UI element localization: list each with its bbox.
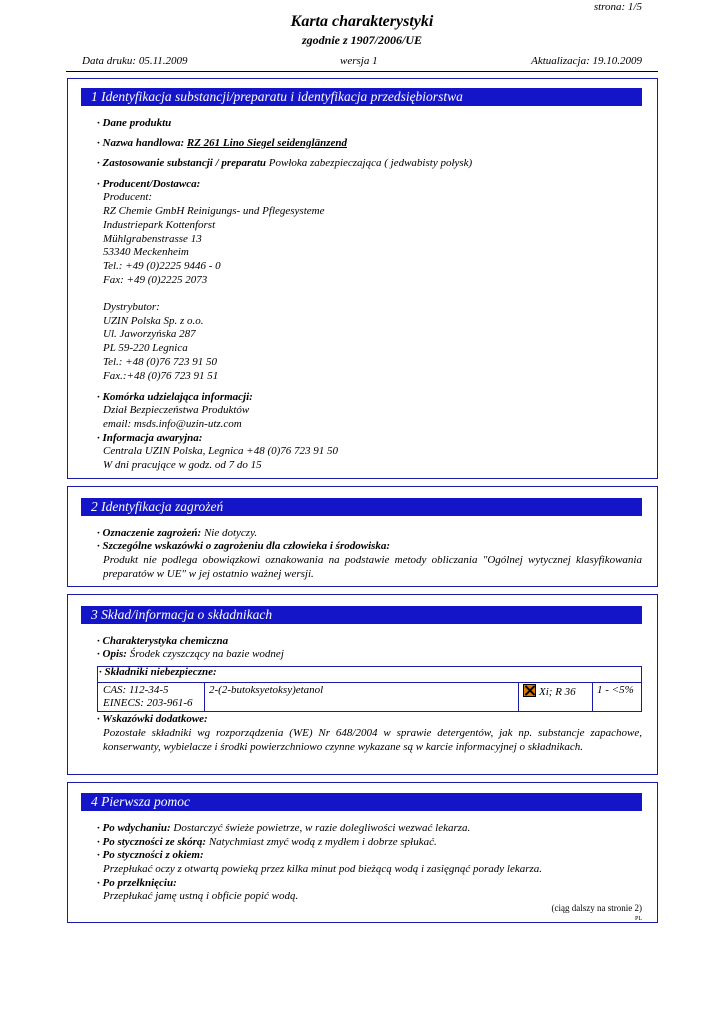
producer-line: Mühlgrabenstrasse 13 (103, 233, 202, 245)
first-aid-skin: · Po styczności ze skórą: Natychmiast zmyć wodą z mydłem i dobrze spłukać. (97, 836, 437, 848)
producer-line: Industriepark Kottenforst (103, 219, 216, 231)
section-1-title: 1 Identyfikacja substancji/preparatu i identyfikacja przedsiębiorstwa (81, 88, 642, 106)
producer-line: Tel.: +49 (0)2225 9446 - 0 (103, 260, 221, 272)
dangerous-components-label: · Składniki niebezpieczne: (99, 666, 217, 678)
page-number: strona: 1/5 (593, 1, 642, 13)
concentration-cell: 1 - <5% (593, 683, 642, 712)
distributor-line: UZIN Polska Sp. z o.o. (103, 315, 204, 327)
table-row (98, 683, 642, 712)
distributor-line: Ul. Jaworzyńska 287 (103, 328, 196, 340)
cas-cell: CAS: 112-34-5 EINECS: 203-961-6 (98, 683, 205, 712)
info-line: email: msds.info@uzin-utz.com (103, 418, 242, 430)
distributor-line: Dystrybutor: (103, 301, 160, 313)
producer-line: Fax: +49 (0)2225 2073 (103, 274, 208, 286)
chemical-characteristic: · Charakterystyka chemiczna (97, 635, 229, 647)
additional-text: Pozostałe składniki wg rozporządzenia (WE) Nr 648/2004 w sprawie detergentów, jak np. substancje zapachowe, konserwanty, wybielacze i środki powierzchniowo czynne wykazane są w karcie informacyjnej o składnikach. (103, 727, 642, 753)
special-hazard-label: · Szczególne wskazówki o zagrożeniu dla człowieka i środowiska: (97, 540, 391, 552)
trade-name-value: RZ 261 Lino Siegel seidenglänzend (186, 137, 347, 149)
print-date: Data druku: 05.11.2009 (82, 55, 188, 67)
first-aid-swallow: Przepłukać jamę ustną i obficie popić wodą. (103, 890, 299, 902)
producer-line: Producent: (103, 191, 153, 203)
distributor-line: PL 59-220 Legnica (103, 342, 188, 354)
section-3-title: 3 Skład/informacja o składnikach (81, 606, 642, 624)
dangerous-components-table (97, 666, 642, 712)
first-aid-eye: Przepłukać oczy z otwartą powieką przez kilka minut pod bieżącą wodą i zasięgnąć porady lekarza. (103, 863, 543, 875)
distributor-line: Fax.:+48 (0)76 723 91 51 (103, 370, 219, 382)
emergency-line: Centrala UZIN Polska, Legnica +48 (0)76 723 91 50 (103, 445, 339, 457)
emergency-line: W dni pracujące w godz. od 7 do 15 (103, 459, 262, 471)
substance-cell: 2-(2-butoksyetoksy)etanol (205, 683, 519, 712)
language-code: PL (634, 916, 642, 922)
section-4-title: 4 Pierwsza pomoc (81, 793, 642, 811)
producer-line: RZ Chemie GmbH Reinigungs- und Pflegesysteme (103, 205, 325, 217)
producer-line: 53340 Meckenheim (103, 246, 189, 258)
distributor-line: Tel.: +48 (0)76 723 91 50 (103, 356, 217, 368)
description: · Opis: Środek czyszczący na bazie wodnej (97, 648, 284, 660)
document-title: Karta charakterystyki (290, 13, 434, 30)
update-date: Aktualizacja: 19.10.2009 (531, 55, 642, 67)
continued-note: (ciąg dalszy na stronie 2) (551, 903, 642, 913)
section-2-title: 2 Identyfikacja zagrożeń (81, 498, 642, 516)
classification-cell: Xi; R 36 (519, 683, 593, 712)
usage: · Zastosowanie substancji / preparatu Powłoka zabezpieczająca ( jedwabisty połysk) (97, 157, 473, 169)
xi-irritant-icon (523, 684, 536, 697)
document-subtitle: zgodnie z 1907/2006/UE (301, 33, 422, 47)
header-divider (66, 71, 658, 72)
first-aid-inhalation: · Po wdychaniu: Dostarczyć świeże powietrze, w razie dolegliwości wezwać lekarza. (97, 822, 471, 834)
info-label: · Komórka udzielająca informacji: (97, 391, 253, 403)
additional-label: · Wskazówki dodatkowe: (97, 713, 208, 725)
info-line: Dział Bezpieczeństwa Produktów (103, 404, 250, 416)
product-data-label: · Dane produktu (97, 117, 172, 129)
emergency-label: · Informacja awaryjna: (97, 432, 203, 444)
first-aid-eye-label: · Po styczności z okiem: (97, 849, 204, 861)
version: wersja 1 (340, 55, 378, 67)
first-aid-swallow-label: · Po przełknięciu: (97, 877, 177, 889)
trade-name: · Nazwa handlowa: RZ 261 Lino Siegel seidenglänzend (97, 137, 347, 149)
special-hazard-text: Produkt nie podlega obowiązkowi oznakowania na podstawie metody obliczania "Ogólnej wytycznej klasyfikowania preparatów w UE" w jej ostatnio ważnej wersji. (103, 554, 642, 580)
supplier-label: · Producent/Dostawca: (97, 178, 201, 190)
hazard-marking: · Oznaczenie zagrożeń: Nie dotyczy. (97, 527, 258, 539)
